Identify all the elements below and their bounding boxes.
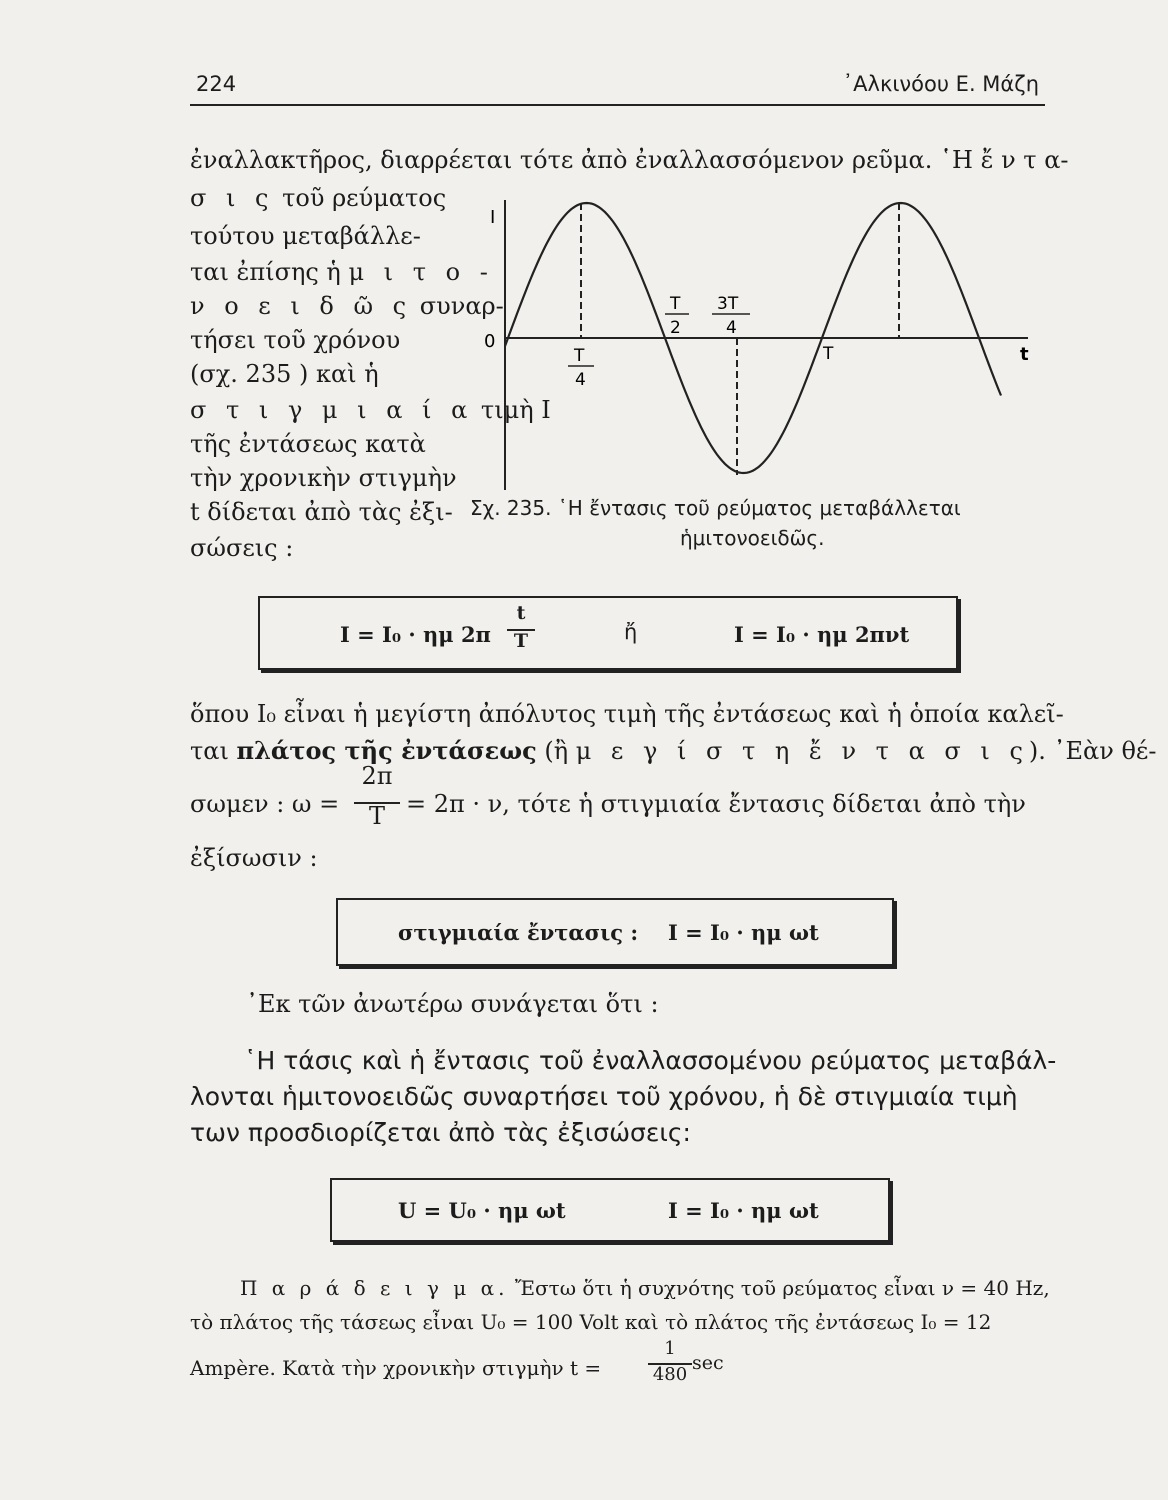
intro-line-3: τούτου μεταβάλλε- [190,222,421,250]
spaced-word: μ ε γ ί σ τ η ἔ ν τ α σ ι ς [575,737,1029,765]
intro-text: τιμὴ I [473,396,551,424]
para2-text: (ἢ [536,737,576,765]
axis-y-label: I [490,207,496,228]
figure-caption-line-1: Σχ. 235. ῾Η ἔντασις τοῦ ρεύματος μεταβάλλεται [470,496,961,520]
box1-lhs: I = I₀ · ημ 2π [340,622,491,647]
tick-3T4-num: 3T [717,294,739,314]
box1-or: ἤ [624,620,638,644]
example-frac-den: 480 [652,1364,688,1385]
example-text: Ἔστω ὅτι ἡ συχνότης τοῦ ρεύματος εἶναι ν = 40 Hz, [508,1276,1050,1300]
para2-frac-num: 2π [361,762,393,790]
box1-frac-num: t [516,602,526,624]
spaced-word: ν ο ε ι δ ῶ ς [190,292,413,320]
intro-line-7: (σχ. 235 ) καὶ ἡ [190,360,379,388]
para3-line-1: ᾿Εκ τῶν ἀνωτέρω συνάγεται ὅτι : [246,990,659,1018]
tick-3T4-den: 4 [726,318,737,338]
para2-frac-den: T [368,802,385,830]
box1-rhs: I = I₀ · ημ 2πνt [734,622,910,647]
spaced-word: μ ι τ ο - [348,258,494,286]
para2-line-4: ἐξίσωσιν : [190,844,318,872]
intro-line-9: τῆς ἐντάσεως κατὰ [190,430,426,458]
para2-line-1: ὅπου I₀ εἶναι ἡ μεγίστη ἀπόλυτος τιμὴ τῆς ἐντάσεως καὶ ἡ ὁποία καλεῖ- [190,700,1064,728]
page-header [190,70,1045,106]
intro-line-10: τὴν χρονικὴν στιγμὴν [190,464,457,492]
intro-text: τοῦ ρεύματος [274,184,447,212]
para4-line-1: ῾Η τάσις καὶ ἡ ἔντασις τοῦ ἐναλλασσομένου ρεύματος μεταβάλ- [244,1046,1057,1075]
para2-line-3a: σωμεν : ω = [190,790,340,818]
intro-line-11: t δίδεται ἀπὸ τὰς ἐξι- [190,498,453,526]
page-number: 224 [196,72,237,96]
box2-label: στιγμιαία ἔντασις : [398,920,639,945]
intro-line-6: τήσει τοῦ χρόνου [190,326,401,354]
spaced-word: σ ι ς [190,184,275,212]
intro-line-5 [190,292,504,320]
tick-T2-num: T [670,294,681,314]
para2-line-2 [190,736,1156,765]
intro-line-2 [190,184,446,212]
box1-frac-den: T [513,630,529,652]
example-line-3b: sec [692,1352,724,1374]
spaced-word: Π α ρ ά δ ε ι γ μ α. [240,1276,509,1300]
para4-line-3: των προσδιορίζεται ἀπὸ τὰς ἐξισώσεις: [190,1118,691,1147]
example-line-2: τὸ πλάτος τῆς τάσεως εἶναι U₀ = 100 Volt καὶ τὸ πλάτος τῆς ἐντάσεως I₀ = 12 [190,1310,992,1334]
intro-text: ται ἐπίσης ἡ [190,258,349,286]
figure-caption-line-2: ἡμιτονοειδῶς. [680,526,825,550]
para2-text: ). ᾿Εὰν θέ- [1028,737,1157,765]
tick-T2-den: 2 [670,318,681,338]
para4-line-2: λονται ἡμιτονοειδῶς συναρτήσει τοῦ χρόνου, ἡ δὲ στιγμιαία τιμὴ [190,1082,1018,1111]
tick-T4-num: T [574,346,585,366]
example-frac-num: 1 [664,1338,676,1359]
intro-line-4 [190,258,494,286]
origin-label: 0 [484,331,496,352]
box2-formula: I = I₀ · ημ ωt [668,920,819,945]
bold-term: πλάτος τῆς ἐντάσεως [236,736,537,765]
running-head: ᾿Αλκινόου Ε. Μάζη [842,72,1039,96]
axis-x-label: t [1020,344,1029,365]
spaced-word: σ τ ι γ μ ι α ί α [190,396,474,424]
box3-formula-2: I = I₀ · ημ ωt [668,1198,819,1223]
intro-line-1: ἐναλλακτῆρος, διαρρέεται τότε ἀπὸ ἐναλλασσόμενον ρεῦμα. ῾Η ἔ ν τ α- [190,146,1069,174]
box3-formula-1: U = U₀ · ημ ωt [398,1198,566,1223]
para2-line-3b: = 2π · ν, τότε ἡ στιγμιαία ἔντασις δίδεται ἀπὸ τὴν [406,790,1026,818]
tick-T4-den: 4 [575,370,586,390]
tick-T: T [823,344,834,364]
intro-line-12: σώσεις : [190,534,294,562]
example-line-1 [240,1276,1050,1300]
para2-text: ται [190,737,237,765]
example-line-3a: Ampère. Κατὰ τὴν χρονικὴν στιγμὴν t = [190,1356,602,1380]
sine-wave-figure [470,185,1040,495]
intro-text: συναρ- [412,292,504,320]
